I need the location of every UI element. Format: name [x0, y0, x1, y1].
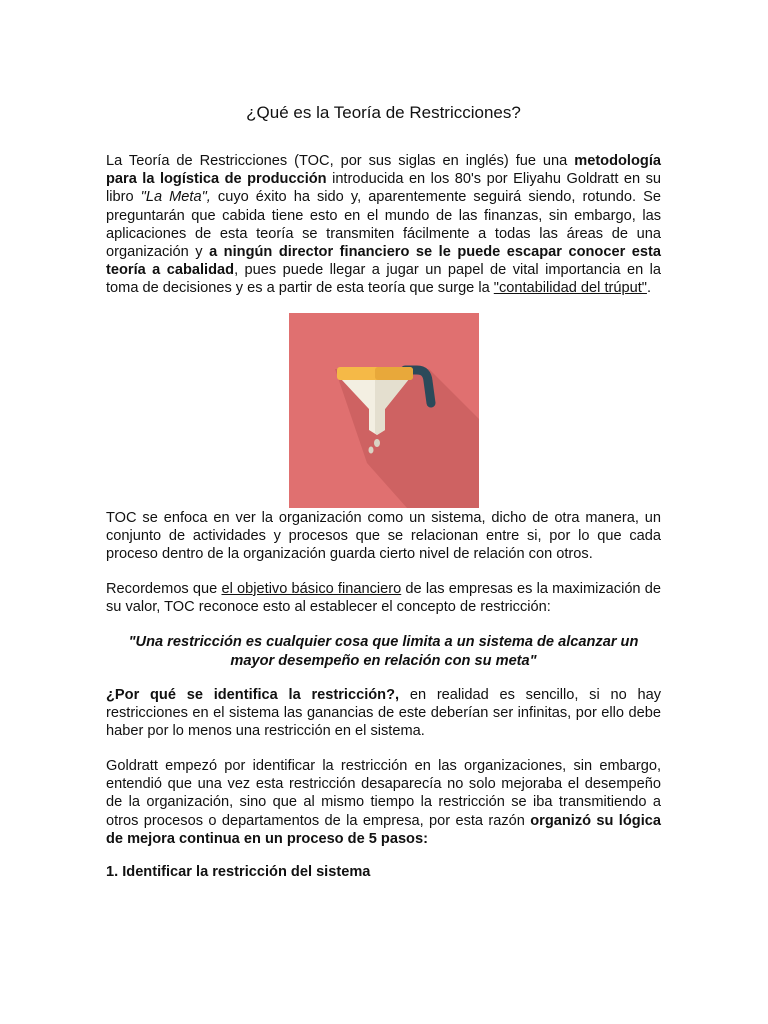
intro-paragraph	[106, 152, 661, 298]
intro-text-4: , pues puede llegar a jugar un papel de vital importancia en la toma de decisiones y es a partir de esta teoría que surge la	[106, 262, 661, 297]
why-text: en realidad es sencillo, si no hay restricciones en el sistema las ganancias de este deberían ser infinitas, por ello debe haber por lo menos una restricción en el sistema.	[106, 687, 661, 740]
toc-system-paragraph: TOC se enfoca en ver la organización como un sistema, dicho de otra manera, un conjunto de actividades y procesos que se relacionan entre si, por lo que cada proceso dentro de la organización guarda cierto nivel de relación con otros.	[106, 510, 661, 563]
intro-text-5: .	[646, 280, 651, 297]
goldratt-paragraph	[106, 757, 661, 848]
intro-text-2: introducida en los 80's por Eliyahu Goldratt en su libro	[106, 171, 661, 206]
objective-text-2: de las empresas es la maximización de su valor, TOC reconoce esto al establecer el concepto de restricción:	[106, 581, 661, 616]
intro-text-1: La Teoría de Restricciones (TOC, por sus siglas en inglés) fue una	[106, 153, 575, 169]
goldratt-text: Goldratt empezó por identificar la restricción en las organizaciones, sin embargo, entendió que una vez esta restricción desaparecía no solo mejoraba el desempeño de la organización, sino que al mismo tiempo la restricción se iba transmitiendo a otros procesos o departamentos de la empresa, por esta razón	[106, 758, 661, 829]
book-title: "La Meta",	[140, 189, 211, 206]
funnel-illustration	[289, 313, 479, 508]
drop-1	[374, 439, 380, 447]
funnel-icon	[289, 313, 479, 508]
intro-bold-director: a ningún director financiero se le puede escapar conocer esta teoría a cabalidad	[106, 244, 661, 279]
why-paragraph	[106, 686, 661, 741]
drop-2	[369, 447, 374, 454]
why-question: ¿Por qué se identifica la restricción?,	[106, 687, 400, 703]
objective-paragraph	[106, 580, 661, 616]
goldratt-bold: organizó su lógica de mejora continua en un proceso de 5 pasos:	[106, 812, 661, 847]
funnel-rim-shade	[375, 367, 413, 380]
restriction-quote: "Una restricción es cualquier cosa que limita a un sistema de alcanzar un mayor desempeño en relación con su meta"	[128, 634, 639, 669]
objective-text-1: Recordemos que	[106, 581, 222, 597]
step-1-heading: 1. Identificar la restricción del sistema	[106, 864, 371, 880]
financial-objective-link[interactable]: el objetivo básico financiero	[221, 581, 402, 597]
intro-text-3: cuyo éxito ha sido y, aparentemente seguirá siendo, rotundo. Se preguntarán que cabida tiene esto en el mundo de las finanzas, sin embargo, las aplicaciones de esta teoría se transmiten fácilmente a todas las áreas de una organización y	[106, 189, 661, 261]
intro-bold-methodology: metodología para la logística de producción	[106, 153, 661, 188]
page-title: ¿Qué es la Teoría de Restricciones?	[246, 103, 521, 122]
throughput-accounting-link[interactable]: "contabilidad del trúput"	[493, 280, 647, 297]
